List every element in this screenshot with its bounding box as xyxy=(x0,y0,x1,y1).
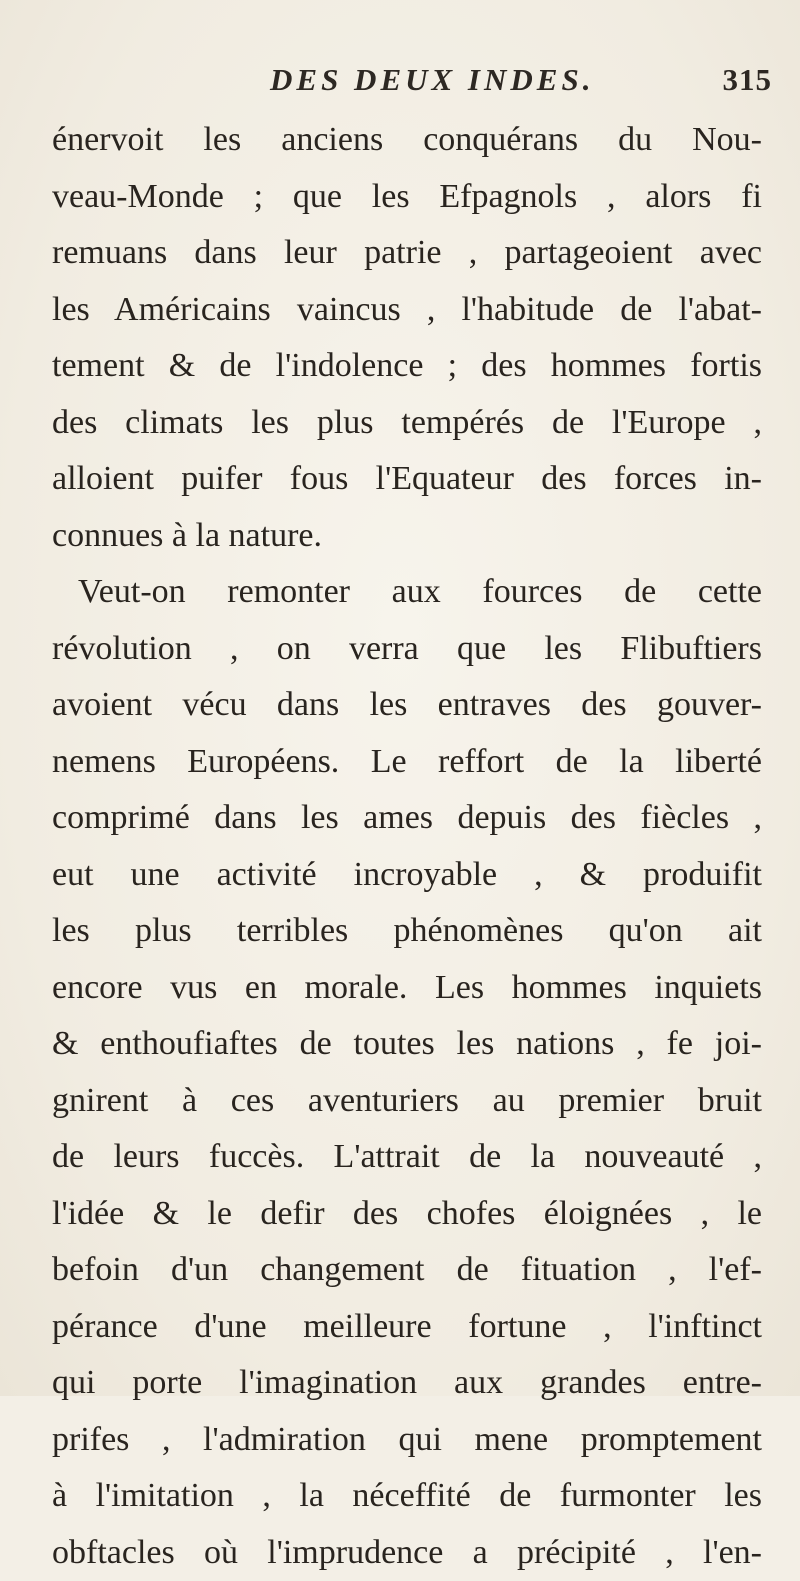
text-line-13: comprimé dans les ames depuis des fiècles , xyxy=(52,790,762,847)
text-line-18: gnirent à ces aventuriers au premier bruit xyxy=(52,1073,762,1130)
text-line-21: befoin d'un changement de fituation , l'ef- xyxy=(52,1242,762,1299)
text-line-23: qui porte l'imagination aux grandes entre- xyxy=(52,1355,762,1412)
text-line-22: pérance d'une meilleure fortune , l'inftinct xyxy=(52,1299,762,1356)
text-line-20: l'idée & le defir des chofes éloignées , le xyxy=(52,1186,762,1243)
text-line-19: de leurs fuccès. L'attrait de la nouveauté , xyxy=(52,1129,762,1186)
text-line-4: les Américains vaincus , l'habitude de l'abat- xyxy=(52,282,762,339)
text-line-1: énervoit les anciens conquérans du Nou- xyxy=(52,112,762,169)
text-line-2: veau-Monde ; que les Efpagnols , alors fi xyxy=(52,169,762,226)
text-line-26: obftacles où l'imprudence a précipité , l'en- xyxy=(52,1525,762,1581)
running-head xyxy=(270,62,780,102)
text-line-14: eut une activité incroyable , & produifit xyxy=(52,847,762,904)
text-line-6: des climats les plus tempérés de l'Europe , xyxy=(52,395,762,452)
text-line-11: avoient vécu dans les entraves des gouver- xyxy=(52,677,762,734)
text-line-17: & enthoufiaftes de toutes les nations , fe joi- xyxy=(52,1016,762,1073)
body-text xyxy=(52,112,762,1581)
text-line-7: alloient puifer fous l'Equateur des forces in- xyxy=(52,451,762,508)
text-line-10: révolution , on verra que les Flibuftiers xyxy=(52,621,762,678)
page-number: 315 xyxy=(723,62,773,98)
text-line-9: Veut-on remonter aux fources de cette xyxy=(52,564,762,621)
text-line-24: prifes , l'admiration qui mene promptement xyxy=(52,1412,762,1469)
text-line-3: remuans dans leur patrie , partageoient avec xyxy=(52,225,762,282)
text-line-8: connues à la nature. xyxy=(52,508,762,565)
text-line-5: tement & de l'indolence ; des hommes fortis xyxy=(52,338,762,395)
text-line-25: à l'imitation , la néceffité de furmonter les xyxy=(52,1468,762,1525)
text-line-16: encore vus en morale. Les hommes inquiets xyxy=(52,960,762,1017)
text-line-15: les plus terribles phénomènes qu'on ait xyxy=(52,903,762,960)
text-line-12: nemens Européens. Le reffort de la liberté xyxy=(52,734,762,791)
running-title: DES DEUX INDES. xyxy=(270,62,594,98)
